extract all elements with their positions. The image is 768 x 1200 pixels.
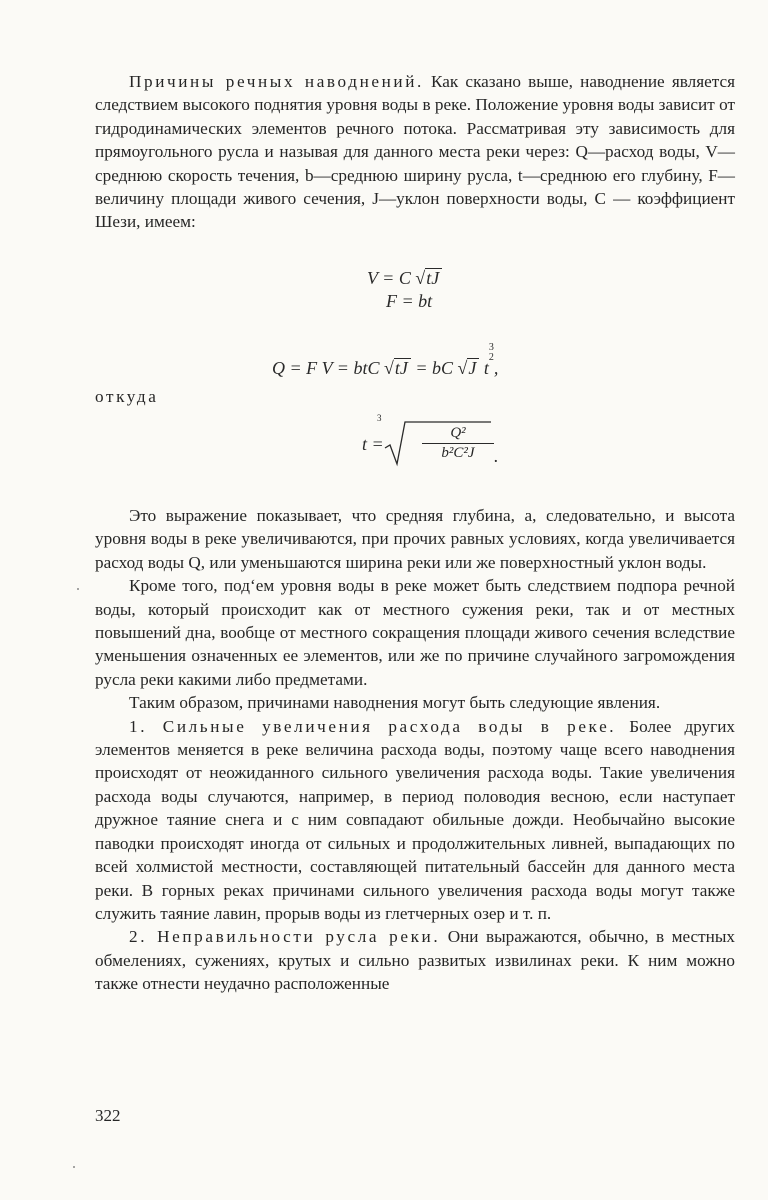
- body-text: [95, 504, 735, 996]
- formula-velocity: V = C √tJ: [367, 268, 442, 289]
- scan-speck: [73, 1166, 75, 1168]
- item-2-heading: 2. Неправильности русла реки.: [129, 927, 441, 947]
- formula-discharge: Q = F V = btC √tJ = bC √J t 3 2 ,: [272, 342, 499, 378]
- paragraph-1: [95, 70, 735, 234]
- paragraph-6: [95, 925, 735, 995]
- formula-depth-fraction: $\frac{\text{Q²}}{\text{b²C²J}}$: [422, 425, 494, 462]
- otkuda-line: откуда: [95, 387, 159, 406]
- item-1-text: Более других элементов меняется в реке величина расхода воды, поэтому чаще всего наводнения происходят от неожиданного сильного увеличения расхода воды. Такие увеличения расхода воды случаются, например, в период половодия весною, если наступает дружное таяние снега и с ним совпадают обильные дожди. Необычайно высокие паводки происходят иногда от сильных и продолжительных ливней, выпадающих по всей холмистой местности, составляющей питательный бассейн для данного места реки. В горных реках причинами сильного увеличения расхода воды могут также служить таяние лавин, прорыв воды из глетчерных озер и т. п.: [95, 716, 735, 923]
- formula-depth-lhs: t =: [362, 434, 384, 454]
- item-2-text: Они выражаются, обычно, в местных обмелениях, сужениях, крутых и сильно развитых извилинах реки. К ним можно также отнести неудачно расположенные: [95, 927, 735, 994]
- page-number: 322: [95, 1106, 121, 1125]
- paragraph-4: Таким образом, причинами наводнения могут быть следующие явления.: [129, 693, 661, 713]
- item-1-heading: 1. Сильные увеличения расхода воды в реке.: [129, 716, 617, 736]
- paragraph-5: [95, 715, 735, 926]
- paragraph-2: Это выражение показывает, что средняя глубина, а, следовательно, и высота уровня воды в реке увеличиваются, при прочих равных условиях, когда увеличивается расход воды Q, или уменьшаются ширина реки или же поверхностный уклон воды.: [95, 506, 735, 572]
- formula-area: F = bt: [386, 291, 433, 311]
- paragraph-3: Кроме того, под‘ем уровня воды в реке может быть следствием подпора речной воды, который происходит как от местного сужения реки, так и от местных повышений дна, вообще от местного сокращения площади живого сечения вследствие уменьшения означенных ее элементов, или же по причине случайного загромождения русла реки какими либо предметами.: [95, 576, 735, 689]
- formula-period: .: [494, 446, 499, 466]
- paragraph-1-text: Как сказано выше, наводнение является следствием высокого поднятия уровня воды в реке. Положение уровня воды зависит от гидродинамических элементов речного потока. Рассматривая эту зависимость для прямоугольного русла и называя для данного места реки через: Q—расход воды, V—среднюю скорость течения, b—среднюю ширину русла, t—среднюю его глубину, F—величину площади живого сечения, J—уклон поверхности воды, C — коэффициент Шези, имеем:: [95, 72, 735, 232]
- section-heading-causes: Причины речных наводнений.: [129, 72, 424, 91]
- root-index: 3: [377, 413, 382, 423]
- scan-speck: [77, 588, 79, 590]
